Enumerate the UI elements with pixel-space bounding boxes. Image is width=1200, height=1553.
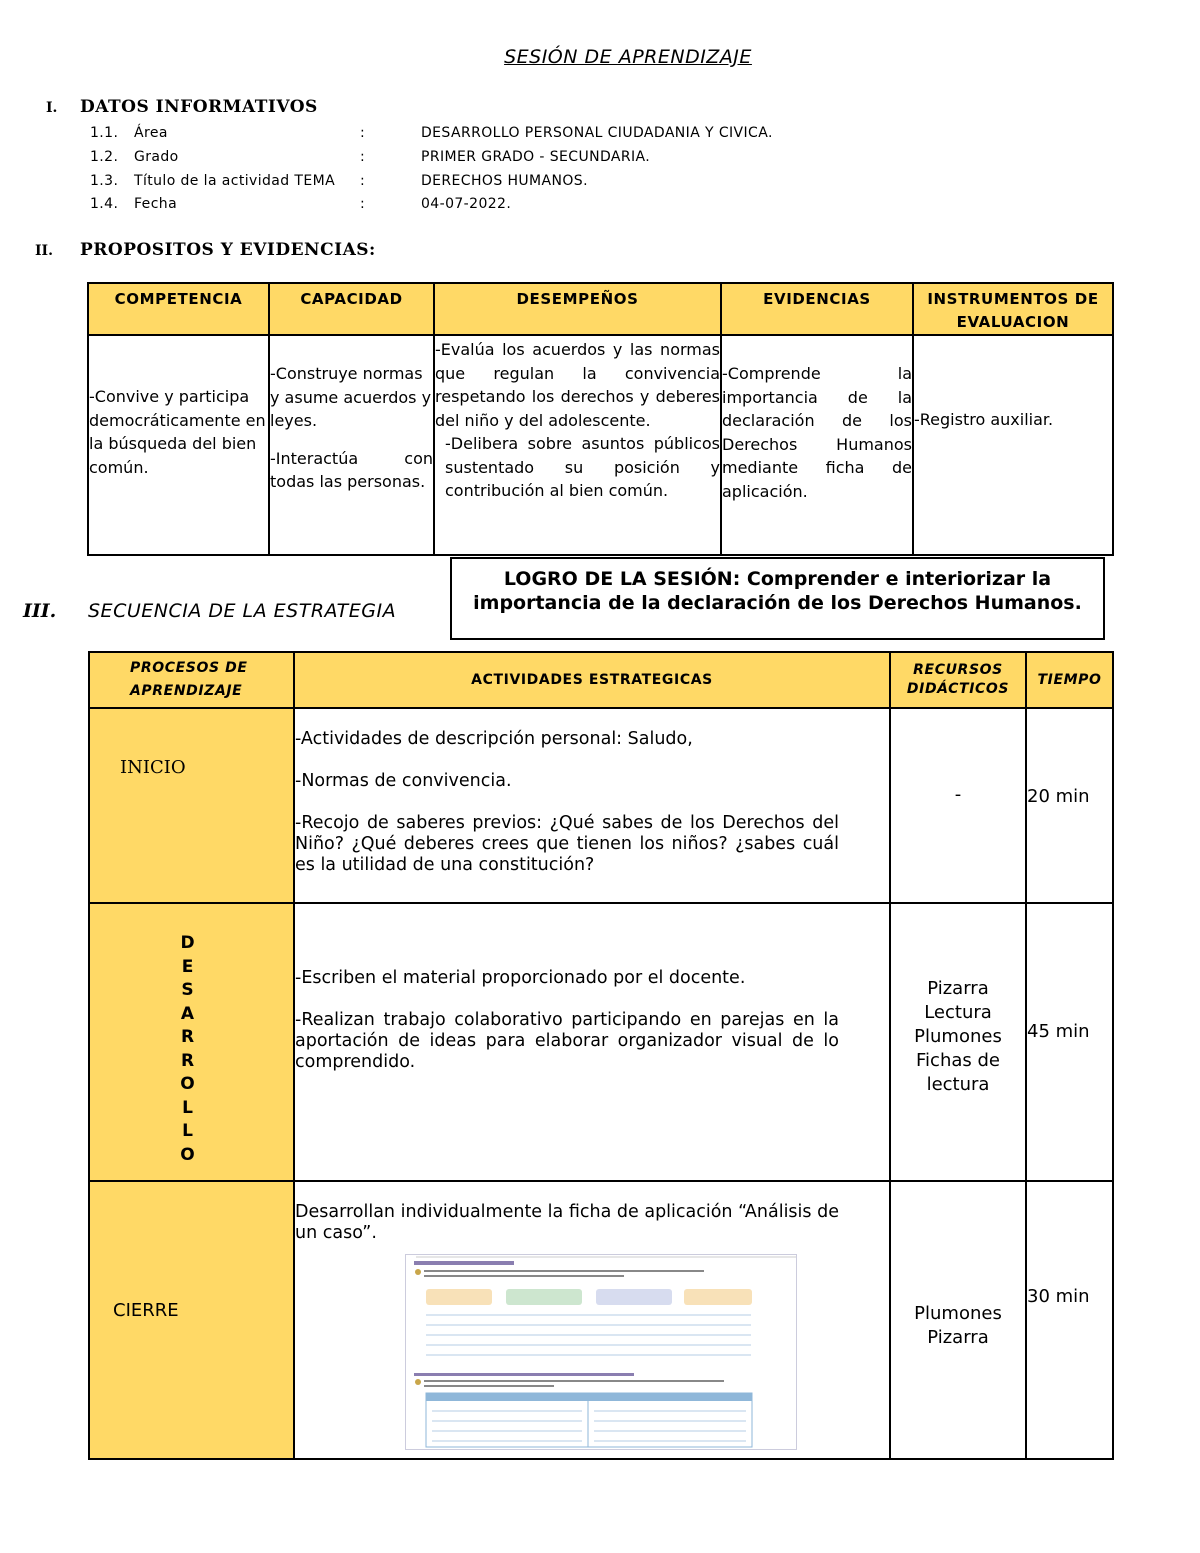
header-competencia: COMPETENCIA [88, 283, 269, 335]
cell-desarrollo-actividades [294, 903, 890, 1181]
cell-competencia [88, 335, 269, 555]
desarrollo-letter: O [180, 1144, 195, 1165]
section1-title: DATOS INFORMATIVOS [80, 97, 318, 117]
desarrollo-letter: D [180, 933, 195, 953]
recurso-item: Pizarra [927, 978, 989, 999]
desempeno-text-2: -Delibera sobre asuntos públicos sustentado su posición y contribución al bien común. [445, 434, 720, 500]
header-instrumentos: INSTRUMENTOS DE EVALUACION [913, 283, 1113, 335]
desarrollo-activity: -Escriben el material proporcionado por el docente. [295, 968, 746, 988]
inicio-activity: -Normas de convivencia. [295, 771, 512, 791]
propositos-table [87, 282, 1114, 556]
info-label: Área [134, 125, 168, 141]
cierre-activity: Desarrollan individualmente la ficha de aplicación “Análisis de un caso”. [295, 1202, 839, 1243]
ficha-thumbnail [405, 1254, 797, 1450]
desarrollo-letter: L [182, 1097, 193, 1118]
header-tiempo: TIEMPO [1026, 652, 1113, 708]
info-row: 1.3. [90, 173, 119, 189]
cell-desarrollo-tiempo: 45 min [1026, 903, 1113, 1181]
cell-inicio-tiempo: 20 min [1026, 708, 1113, 903]
cell-capacidad [269, 335, 434, 555]
capacidad-text-2: -Interactúa con todas las personas. [270, 448, 433, 491]
info-separator: : [360, 149, 366, 165]
desarrollo-letter: O [180, 1074, 195, 1094]
cell-evidencias [721, 335, 913, 555]
cell-cierre-label: CIERRE [89, 1181, 294, 1459]
recurso-item: Fichas de lectura [916, 1050, 1000, 1095]
section2-title: PROPOSITOS Y EVIDENCIAS: [80, 240, 376, 260]
info-row: 1.2. [90, 149, 119, 165]
cell-inicio-recursos: - [890, 708, 1026, 903]
info-separator: : [360, 196, 366, 212]
cell-cierre-actividades [294, 1181, 890, 1459]
recurso-item: Plumones [914, 1026, 1002, 1047]
estrategia-table [88, 651, 1114, 1460]
recurso-item: Plumones [914, 1303, 1002, 1324]
cell-inicio-actividades [294, 708, 890, 903]
logro-text: LOGRO DE LA SESIÓN: Comprender e interiorizar la importancia de la declaración de los Derechos Humanos. [473, 568, 1082, 614]
info-label: Grado [134, 149, 179, 165]
info-value-fecha: 04-07-2022. [421, 196, 512, 212]
ficha-thumbnail-graphic [406, 1255, 796, 1449]
header-capacidad: CAPACIDAD [269, 283, 434, 335]
desarrollo-letter: R [180, 1027, 195, 1047]
header-desempenos: DESEMPEÑOS [434, 283, 721, 335]
info-value-area: DESARROLLO PERSONAL CIUDADANIA Y CIVICA. [421, 125, 773, 141]
cell-cierre-recursos [890, 1181, 1026, 1459]
cell-instrumentos [913, 335, 1113, 555]
section1-number: I. [46, 100, 58, 116]
section3-number: III. [23, 600, 57, 622]
section3-title: SECUENCIA DE LA ESTRATEGIA [88, 600, 397, 622]
cell-desarrollo-label [89, 903, 294, 1181]
header-procesos: PROCESOS DE APRENDIZAJE [89, 652, 294, 708]
header-evidencias: EVIDENCIAS [721, 283, 913, 335]
recurso-item: Pizarra [927, 1327, 989, 1348]
desarrollo-letter: S [181, 980, 194, 1000]
section2-number: II. [35, 243, 53, 259]
desarrollo-letter: R [180, 1050, 195, 1071]
competencia-text: -Convive y participa democráticamente en la búsqueda del bien común. [89, 387, 266, 477]
desarrollo-letter: L [182, 1121, 193, 1141]
desempeno-text-1: -Evalúa los acuerdos y las normas que regulan la convivencia respetando los derechos y deberes del niño y del adolescente. [435, 340, 720, 430]
header-recursos: RECURSOS DIDÁCTICOS [890, 652, 1026, 708]
info-row: 1.4. [90, 196, 119, 212]
inicio-activity: -Actividades de descripción personal: Saludo, [295, 729, 693, 749]
info-label: Título de la actividad TEMA [134, 173, 336, 189]
info-label: Fecha [134, 196, 178, 212]
logro-box [450, 557, 1105, 640]
recurso-item: Lectura [924, 1002, 992, 1023]
desarrollo-letter: E [181, 956, 194, 977]
cell-inicio-label: INICIO [89, 708, 294, 903]
info-separator: : [360, 125, 366, 141]
info-row: 1.1. [90, 125, 119, 141]
header-actividades: ACTIVIDADES ESTRATEGICAS [294, 652, 890, 708]
desarrollo-vertical-label [90, 932, 293, 1167]
desarrollo-letter: A [180, 1003, 195, 1024]
capacidad-text-1: -Construye normas y asume acuerdos y leyes. [270, 364, 432, 430]
desarrollo-activity: -Realizan trabajo colaborativo participando en parejas en la aportación de ideas para elaborar organizador visual de lo comprendido. [295, 1010, 839, 1072]
cell-desempenos [434, 335, 721, 555]
cell-cierre-tiempo: 30 min [1026, 1181, 1113, 1459]
info-value-tema: DERECHOS HUMANOS. [421, 173, 588, 189]
info-separator: : [360, 173, 366, 189]
instrumento-text: -Registro auxiliar. [914, 410, 1054, 429]
evidencia-text: -Comprende la importancia de la declaración de los Derechos Humanos mediante ficha de aplicación. [722, 364, 912, 501]
page-title: SESIÓN DE APRENDIZAJE [504, 46, 752, 68]
inicio-activity: -Recojo de saberes previos: ¿Qué sabes de los Derechos del Niño? ¿Qué deberes crees que tienen los niños? ¿sabes cuál es la utilidad de una constitución? [295, 813, 839, 875]
info-value-grado: PRIMER GRADO - SECUNDARIA. [421, 149, 651, 165]
cell-desarrollo-recursos [890, 903, 1026, 1181]
